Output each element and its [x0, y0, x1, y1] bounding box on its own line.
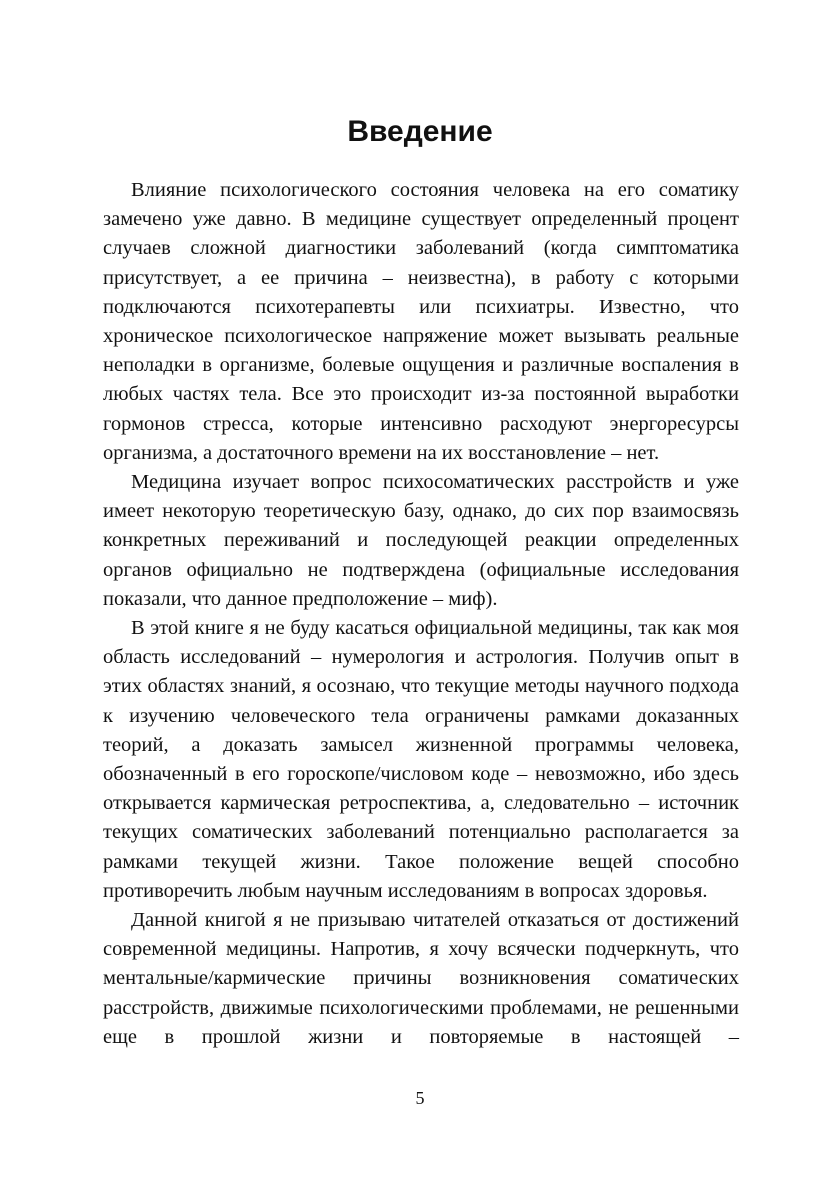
page-number: 5: [415, 1088, 425, 1108]
paragraph-1: Влияние психологического состояния человека на его соматику замечено уже давно. В медицине существует определенный процент случаев сложной диагностики заболеваний (когда симптоматика присутствует, а ее причина – неизвестна), в работу с которыми подключаются психотерапевты или психиатры. Известно, что хроническое психологическое напряжение может вызывать реальные неполадки в организме, болевые ощущения и различные воспаления в любых частях тела. Все это происходит из-за постоянной выработки гормонов стресса, которые интенсивно расходуют энергоресурсы организма, а достаточного времени на их восстановление – нет.: [103, 179, 739, 464]
paragraph-2: Медицина изучает вопрос психосоматических расстройств и уже имеет некоторую теоретическую базу, однако, до сих пор взаимосвязь конкретных переживаний и последующей реакции определенных органов официально не подтверждена (официальные исследования показали, что данное предположение – миф).: [103, 471, 739, 610]
chapter-title: Введение: [347, 115, 493, 148]
paragraph-3: В этой книге я не буду касаться официальной медицины, так как моя область исследований – нумерология и астрология. Получив опыт в этих областях знаний, я осознаю, что текущие методы научного подхода к изучению человеческого тела ограничены рамками доказанных теорий, а доказать замысел жизненной программы человека, обозначенный в его гороскопе/числовом коде – невозможно, ибо здесь открывается кармическая ретроспектива, а, следовательно – источник текущих соматических заболеваний потенциально располагается за рамками текущей жизни. Такое положение вещей способно противоречить любым научным исследованиям в вопросах здоровья.: [103, 617, 739, 902]
paragraph-4: Данной книгой я не призываю читателей отказаться от достижений современной медицины. Напротив, я хочу всячески подчеркнуть, что ментальные/кармические причины возникновения соматических расстройств, движимые психологическими проблемами, не решенными еще в прошлой жизни и повторяемые в настоящей –: [103, 909, 739, 1048]
body-text: [103, 176, 739, 1052]
